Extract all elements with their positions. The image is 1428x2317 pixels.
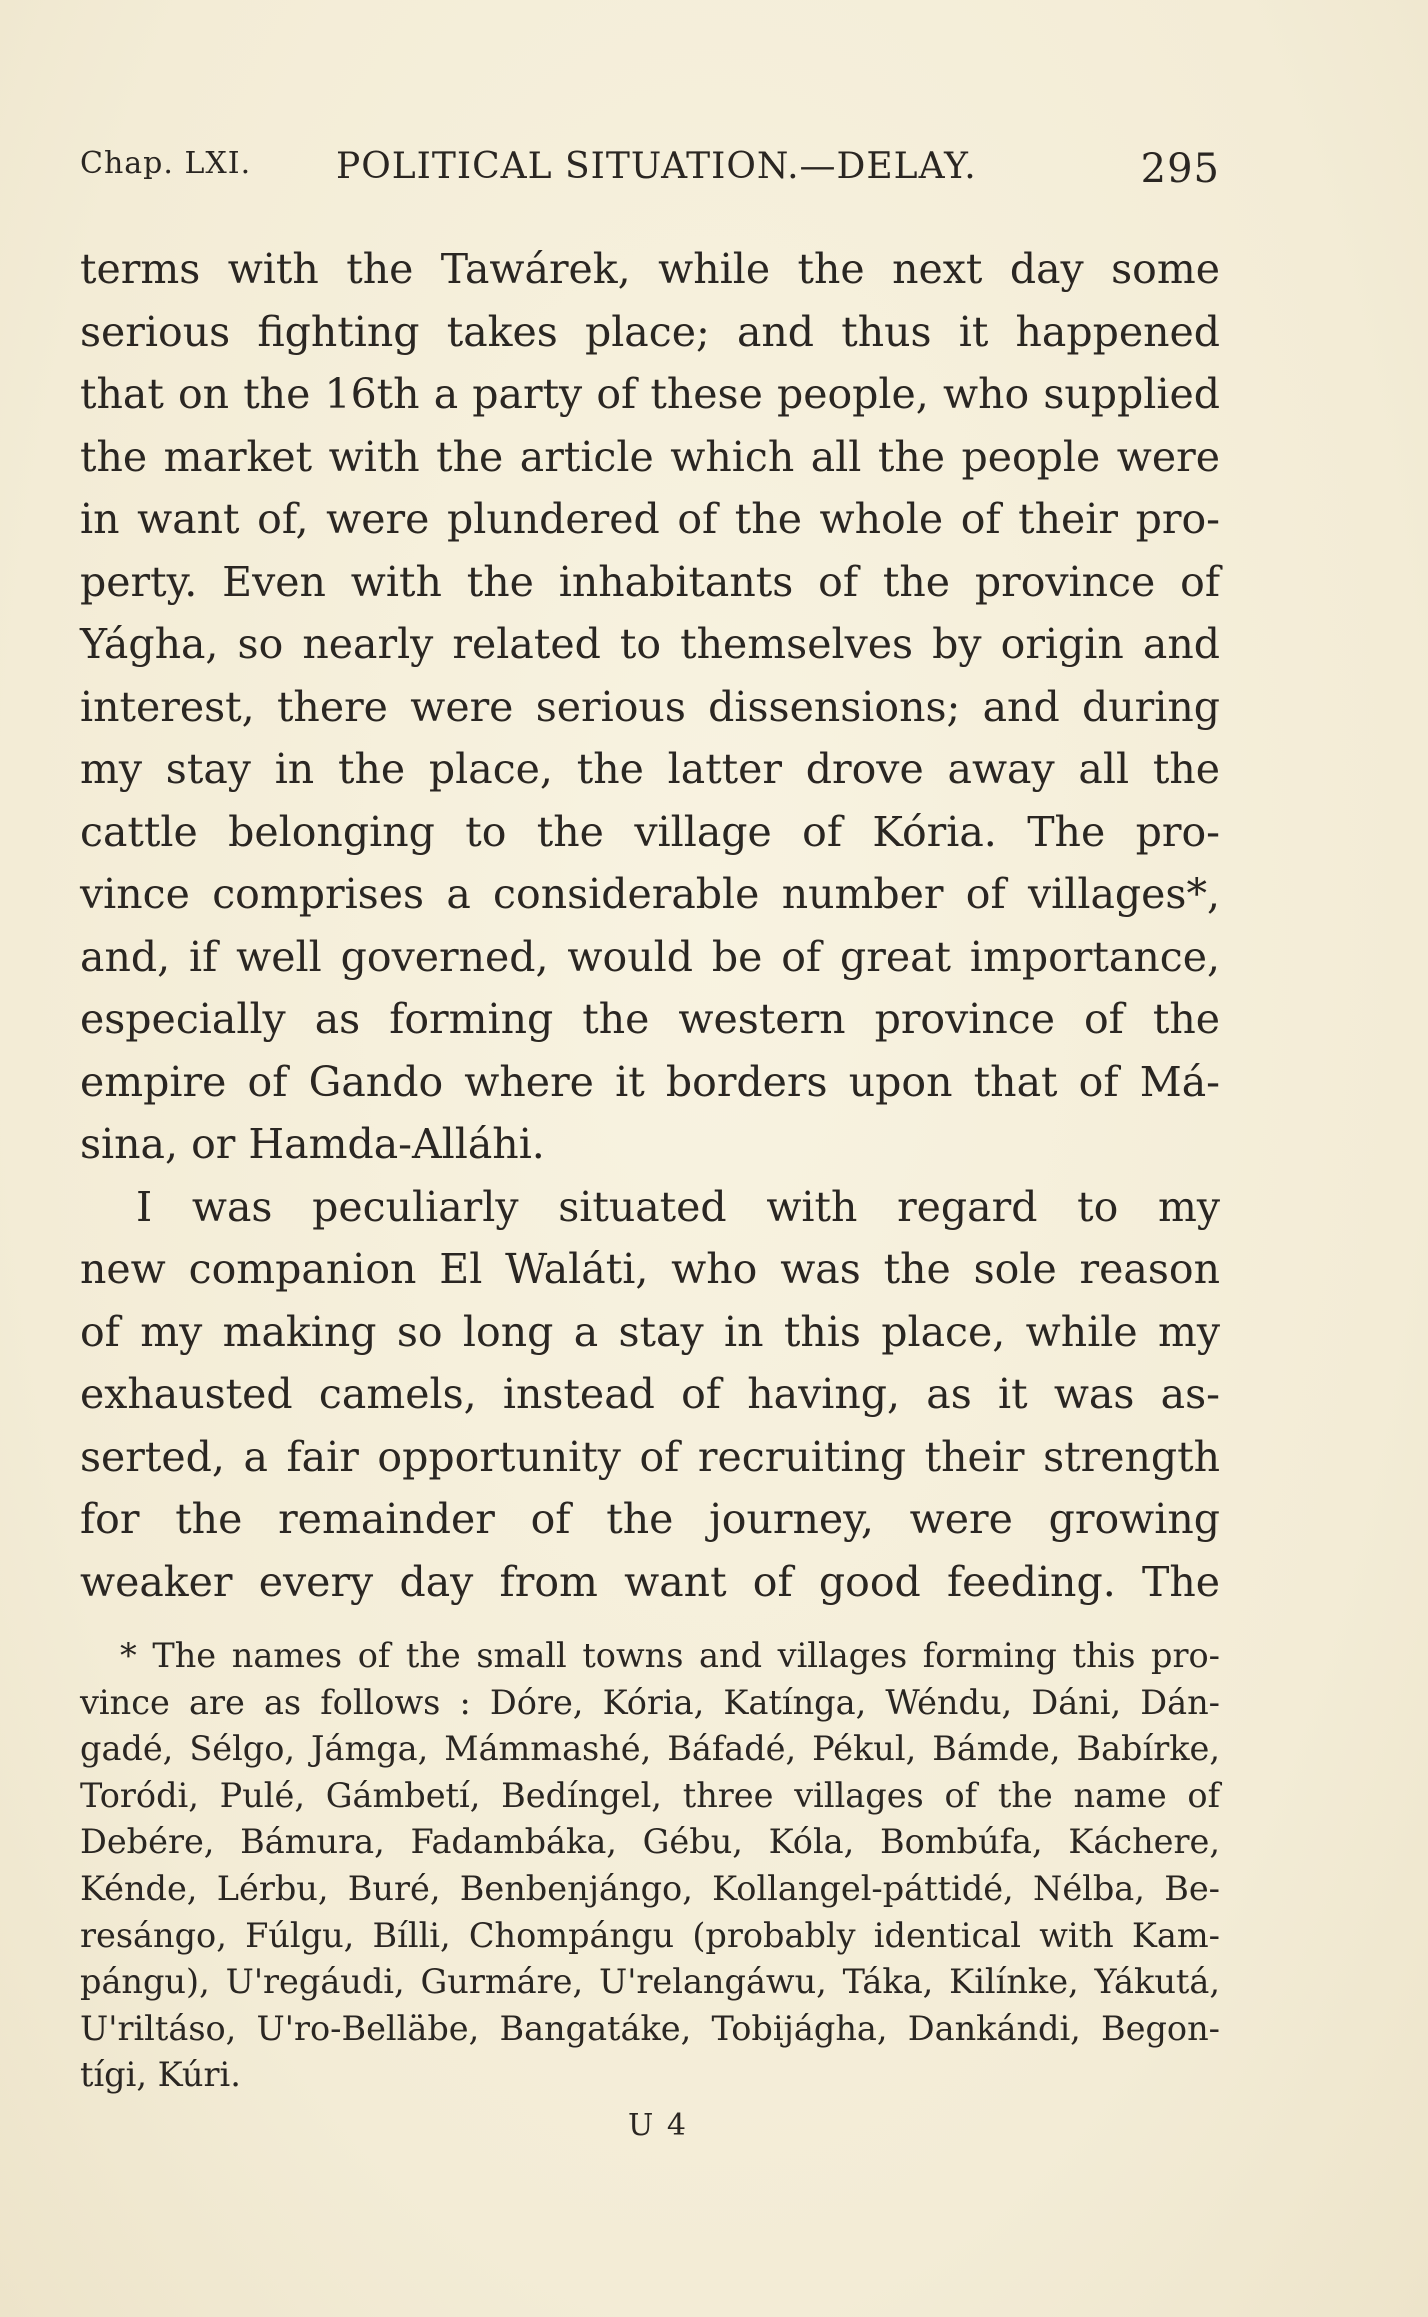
text-line: in want of, were plundered of the whole of their pro- — [80, 495, 1220, 543]
footnote-line: Kénde, Lérbu, Buré, Benbenjángo, Kollangel-páttidé, Nélba, Be- — [80, 1868, 1220, 1908]
footnote-line: resángo, Fúlgu, Bílli, Chompángu (probably identical with Kam- — [80, 1915, 1220, 1955]
main-text — [80, 238, 1220, 1613]
footnote-line: vince are as follows : Dóre, Kória, Katínga, Wéndu, Dáni, Dán- — [80, 1682, 1220, 1722]
text-line: vince comprises a considerable number of villages*, — [80, 870, 1220, 918]
text-line: sina, or Hamda-Alláhi. — [80, 1120, 545, 1168]
text-line: for the remainder of the journey, were growing — [80, 1495, 1220, 1543]
text-line: Yágha, so nearly related to themselves by origin and — [80, 620, 1220, 668]
text-line: cattle belonging to the village of Kória. The pro- — [80, 807, 1220, 856]
footnote-line: Debére, Bámura, Fadambáka, Gébu, Kóla, Bombúfa, Káchere, — [80, 1822, 1220, 1862]
footnote-line: tígi, Kúri. — [80, 2055, 241, 2095]
text-line: weaker every day from want of good feeding. The — [80, 1557, 1220, 1606]
text-line: especially as forming the western province of the — [80, 995, 1220, 1043]
chapter-label: Chap. LXI. — [80, 146, 252, 181]
text-line: that on the 16th a party of these people, who supplied — [80, 370, 1220, 418]
footnote-line: gadé, Sélgo, Jámga, Mámmashé, Báfadé, Pékul, Bámde, Babírke, — [80, 1729, 1220, 1769]
text-line: empire of Gando where it borders upon that of Má- — [80, 1057, 1220, 1106]
footnote-line: U'riltáso, U'ro-Belläbe, Bangatáke, Tobijágha, Dankándi, Begon- — [80, 2008, 1220, 2048]
text-line: my stay in the place, the latter drove away all the — [80, 745, 1220, 793]
text-line: perty. Even with the inhabitants of the province of — [80, 557, 1220, 606]
text-line: serted, a fair opportunity of recruiting their strength — [80, 1432, 1220, 1481]
signature-mark: U 4 — [628, 2108, 688, 2143]
text-line: and, if well governed, would be of great importance, — [80, 932, 1220, 981]
text-line: new companion El Waláti, who was the sole reason — [80, 1245, 1220, 1293]
running-title: POLITICAL SITUATION.—DELAY. — [336, 146, 977, 187]
running-header — [80, 146, 1220, 194]
text-line: of my making so long a stay in this place, while my — [80, 1307, 1220, 1356]
text-line: interest, there were serious dissensions; and during — [80, 682, 1220, 731]
footnote-line: pángu), U'regáudi, Gurmáre, U'relangáwu, Táka, Kilínke, Yákutá, — [80, 1962, 1220, 2002]
footnote-line: Toródi, Pulé, Gámbetí, Bedíngel, three villages of the name of — [80, 1775, 1220, 1815]
text-line: I was peculiarly situated with regard to my — [136, 1182, 1220, 1231]
footnote-line: * The names of the small towns and villages forming this pro- — [120, 1636, 1220, 1675]
page-number: 295 — [1140, 146, 1220, 192]
text-line: exhausted camels, instead of having, as it was as- — [80, 1370, 1220, 1418]
text-line: serious fighting takes place; and thus it happened — [80, 307, 1220, 356]
footnote — [80, 1633, 1220, 2099]
text-line: the market with the article which all the people were — [80, 432, 1220, 481]
text-line: terms with the Tawárek, while the next day some — [80, 245, 1220, 293]
